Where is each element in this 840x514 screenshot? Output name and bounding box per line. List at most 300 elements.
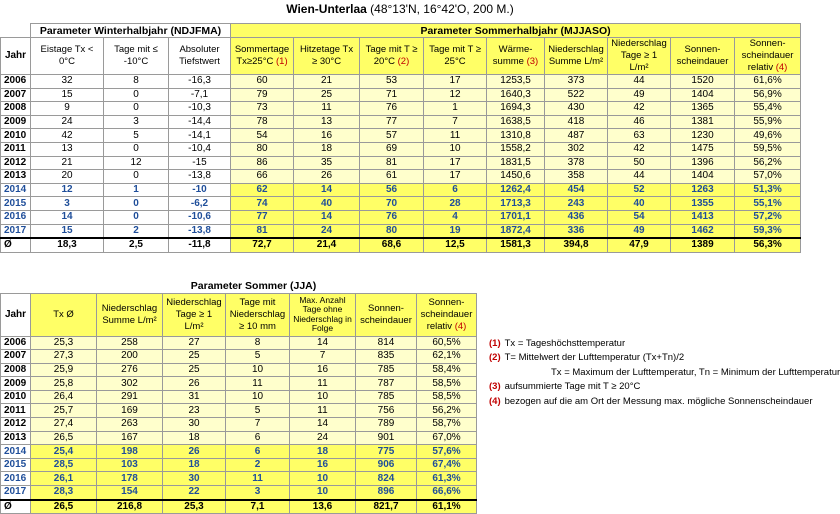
- year-cell: 2016: [1, 472, 31, 486]
- year-cell: 2014: [1, 445, 31, 459]
- value-cell: 1694,3: [487, 102, 545, 116]
- value-cell: 79: [231, 88, 294, 102]
- table-row: [1, 197, 801, 211]
- value-cell: 7: [226, 418, 290, 432]
- value-cell: 18: [163, 458, 226, 472]
- value-cell: 243: [545, 197, 608, 211]
- value-cell: 487: [545, 129, 608, 143]
- value-cell: 78: [231, 115, 294, 129]
- value-cell: 16: [290, 363, 356, 377]
- value-cell: 0: [104, 170, 169, 184]
- value-cell: 16: [294, 129, 360, 143]
- table-row: [1, 210, 801, 224]
- value-cell: 18: [163, 431, 226, 445]
- summer-section-title: Parameter Sommerhalbjahr (MJJASO): [231, 24, 801, 38]
- value-cell: 42: [608, 142, 671, 156]
- table-row: [1, 377, 477, 391]
- value-cell: 1365: [671, 102, 735, 116]
- average-cell: 61,1%: [417, 500, 477, 514]
- value-cell: 26,4: [31, 390, 97, 404]
- value-cell: 13: [31, 142, 104, 156]
- year-cell: 2008: [1, 363, 31, 377]
- sommer-table: [0, 279, 477, 514]
- value-cell: 8: [104, 75, 169, 89]
- footnotes: [489, 337, 840, 409]
- value-cell: 785: [356, 390, 417, 404]
- average-cell: 18,3: [31, 238, 104, 252]
- value-cell: 31: [163, 390, 226, 404]
- value-cell: 378: [545, 156, 608, 170]
- average-label: Ø: [1, 238, 31, 252]
- table-row: [1, 404, 477, 418]
- value-cell: 12: [104, 156, 169, 170]
- value-cell: 5: [104, 129, 169, 143]
- value-cell: 77: [360, 115, 424, 129]
- year-cell: 2011: [1, 142, 31, 156]
- average-cell: 2,5: [104, 238, 169, 252]
- value-cell: 430: [545, 102, 608, 116]
- table-row: [1, 156, 801, 170]
- col2-tx: Tx Ø: [31, 293, 97, 336]
- title-main: Wien-Unterlaa: [286, 2, 367, 16]
- year-cell: 2007: [1, 350, 31, 364]
- value-cell: 70: [360, 197, 424, 211]
- value-cell: 1475: [671, 142, 735, 156]
- table-row: [1, 75, 801, 89]
- value-cell: 44: [608, 170, 671, 184]
- value-cell: 61: [360, 170, 424, 184]
- value-cell: 6: [226, 445, 290, 459]
- value-cell: 1310,8: [487, 129, 545, 143]
- sommer-title-row: [1, 279, 477, 293]
- value-cell: 1558,2: [487, 142, 545, 156]
- footnote-text: Tx = Maximum der Lufttemperatur, Tn = Minimum der Lufttemperatur: [551, 366, 840, 378]
- value-cell: 35: [294, 156, 360, 170]
- value-cell: 258: [97, 336, 163, 350]
- value-cell: 1: [424, 102, 487, 116]
- col2-max-ohne: Max. Anzahl Tage ohne Niederschlag in Folge: [290, 293, 356, 336]
- table-row: [1, 350, 477, 364]
- value-cell: 62,1%: [417, 350, 477, 364]
- footnote-mark: (4): [489, 395, 501, 407]
- value-cell: 418: [545, 115, 608, 129]
- table-row: [1, 102, 801, 116]
- value-cell: 1263: [671, 183, 735, 197]
- table-row: [1, 336, 477, 350]
- year-cell: 2006: [1, 336, 31, 350]
- value-cell: 25,7: [31, 404, 97, 418]
- value-cell: 55,1%: [735, 197, 801, 211]
- value-cell: 1640,3: [487, 88, 545, 102]
- value-cell: 27,3: [31, 350, 97, 364]
- value-cell: 336: [545, 224, 608, 238]
- average-cell: 1581,3: [487, 238, 545, 252]
- col-tage-min10: Tage mit ≤ -10°C: [104, 38, 169, 75]
- value-cell: 60,5%: [417, 336, 477, 350]
- value-cell: 81: [231, 224, 294, 238]
- value-cell: 814: [356, 336, 417, 350]
- value-cell: 1355: [671, 197, 735, 211]
- sommer-average-row: [1, 500, 477, 514]
- value-cell: 12: [31, 183, 104, 197]
- average-cell: 25,3: [163, 500, 226, 514]
- average-cell: 68,6: [360, 238, 424, 252]
- value-cell: 25: [163, 350, 226, 364]
- value-cell: 1872,4: [487, 224, 545, 238]
- footnote-mark: (1): [489, 338, 501, 349]
- value-cell: 61,3%: [417, 472, 477, 486]
- value-cell: -14,4: [169, 115, 231, 129]
- value-cell: 46: [608, 115, 671, 129]
- footnote-mark: (2): [489, 352, 501, 364]
- value-cell: -13,8: [169, 224, 231, 238]
- value-cell: 76: [360, 210, 424, 224]
- value-cell: 436: [545, 210, 608, 224]
- average-cell: 7,1: [226, 500, 290, 514]
- value-cell: 50: [608, 156, 671, 170]
- value-cell: 302: [545, 142, 608, 156]
- value-cell: 62: [231, 183, 294, 197]
- table-row: [1, 363, 477, 377]
- value-cell: 1: [104, 183, 169, 197]
- col-jahr: Jahr: [1, 38, 31, 75]
- value-cell: 20: [31, 170, 104, 184]
- value-cell: 16: [290, 458, 356, 472]
- value-cell: 71: [360, 88, 424, 102]
- value-cell: 57,2%: [735, 210, 801, 224]
- value-cell: 19: [424, 224, 487, 238]
- value-cell: 81: [360, 156, 424, 170]
- table-row: [1, 418, 477, 432]
- value-cell: 76: [360, 102, 424, 116]
- value-cell: 103: [97, 458, 163, 472]
- value-cell: 5: [226, 350, 290, 364]
- value-cell: 11: [290, 377, 356, 391]
- value-cell: 51,3%: [735, 183, 801, 197]
- value-cell: 25: [294, 88, 360, 102]
- table-row: [1, 445, 477, 459]
- value-cell: 42: [31, 129, 104, 143]
- value-cell: 18: [290, 445, 356, 459]
- value-cell: -10,3: [169, 102, 231, 116]
- value-cell: 358: [545, 170, 608, 184]
- year-cell: 2006: [1, 75, 31, 89]
- value-cell: 49: [608, 224, 671, 238]
- average-cell: 216,8: [97, 500, 163, 514]
- average-cell: 72,7: [231, 238, 294, 252]
- year-cell: 2007: [1, 88, 31, 102]
- table-row: [1, 224, 801, 238]
- value-cell: 57,0%: [735, 170, 801, 184]
- table-row: [1, 390, 477, 404]
- value-cell: 23: [163, 404, 226, 418]
- col2-jahr: Jahr: [1, 293, 31, 336]
- value-cell: 0: [104, 197, 169, 211]
- footnote-text: bezogen auf die am Ort der Messung max. mögliche Sonnenscheindauer: [504, 395, 813, 407]
- value-cell: 14: [294, 183, 360, 197]
- value-cell: -10,6: [169, 210, 231, 224]
- value-cell: 26,1: [31, 472, 97, 486]
- value-cell: 27,4: [31, 418, 97, 432]
- value-cell: 59,5%: [735, 142, 801, 156]
- value-cell: 756: [356, 404, 417, 418]
- value-cell: 26: [294, 170, 360, 184]
- col-hitzetage: Hitzetage Tx ≥ 30°C: [294, 38, 360, 75]
- value-cell: 14: [290, 336, 356, 350]
- value-cell: 3: [31, 197, 104, 211]
- table-row: [1, 486, 477, 500]
- value-cell: 3: [104, 115, 169, 129]
- col2-sonne: Sonnen-scheindauer: [356, 293, 417, 336]
- footnote-text: aufsummierte Tage mit T ≥ 20°C: [504, 381, 641, 393]
- footnote-text: T= Mittelwert der Lufttemperatur (Tx+Tn)/2: [504, 352, 685, 364]
- value-cell: 7: [290, 350, 356, 364]
- value-cell: 55,9%: [735, 115, 801, 129]
- value-cell: 1262,4: [487, 183, 545, 197]
- value-cell: -15: [169, 156, 231, 170]
- value-cell: 26,5: [31, 431, 97, 445]
- value-cell: 57,6%: [417, 445, 477, 459]
- value-cell: 63: [608, 129, 671, 143]
- table-row: [1, 458, 477, 472]
- value-cell: 24: [294, 224, 360, 238]
- value-cell: 59,3%: [735, 224, 801, 238]
- value-cell: 58,5%: [417, 377, 477, 391]
- value-cell: 785: [356, 363, 417, 377]
- value-cell: 55,4%: [735, 102, 801, 116]
- value-cell: 18: [294, 142, 360, 156]
- value-cell: 54: [231, 129, 294, 143]
- average-cell: 21,4: [294, 238, 360, 252]
- value-cell: 9: [31, 102, 104, 116]
- average-cell: 13,6: [290, 500, 356, 514]
- value-cell: 10: [290, 486, 356, 500]
- value-cell: 6: [226, 431, 290, 445]
- col-sonne: Sonnen-scheindauer: [671, 38, 735, 75]
- value-cell: 77: [231, 210, 294, 224]
- average-cell: -11,8: [169, 238, 231, 252]
- footnote-text: Tx = Tageshöchsttemperatur: [504, 338, 626, 349]
- value-cell: -7,1: [169, 88, 231, 102]
- page-title: [0, 2, 800, 16]
- value-cell: 25,4: [31, 445, 97, 459]
- winter-section-title: Parameter Winterhalbjahr (NDJFMA): [31, 24, 231, 38]
- value-cell: 0: [104, 210, 169, 224]
- value-cell: 0: [104, 88, 169, 102]
- value-cell: 454: [545, 183, 608, 197]
- value-cell: 25: [163, 363, 226, 377]
- value-cell: 0: [104, 142, 169, 156]
- value-cell: 28,3: [31, 486, 97, 500]
- value-cell: 21: [294, 75, 360, 89]
- year-cell: 2012: [1, 156, 31, 170]
- average-cell: 12,5: [424, 238, 487, 252]
- footnote: [489, 337, 840, 351]
- value-cell: 40: [608, 197, 671, 211]
- value-cell: 69: [360, 142, 424, 156]
- sommer-header-row: [1, 293, 477, 336]
- value-cell: 10: [290, 390, 356, 404]
- col-nied-tage: Niederschlag Tage ≥ 1 L/m²: [608, 38, 671, 75]
- year-cell: 2016: [1, 210, 31, 224]
- year-cell: 2015: [1, 458, 31, 472]
- value-cell: 200: [97, 350, 163, 364]
- col-waerme: Wärme-summe (3): [487, 38, 545, 75]
- title-sub: (48°13'N, 16°42'O, 200 M.): [370, 2, 514, 16]
- col-sommertage: Sommertage Tx≥25°C (1): [231, 38, 294, 75]
- value-cell: 14: [294, 210, 360, 224]
- footnote: [489, 380, 840, 394]
- value-cell: 56,9%: [735, 88, 801, 102]
- value-cell: 49,6%: [735, 129, 801, 143]
- value-cell: 14: [290, 418, 356, 432]
- footnote: [489, 395, 840, 409]
- value-cell: 1638,5: [487, 115, 545, 129]
- value-cell: 42: [608, 102, 671, 116]
- value-cell: 1701,1: [487, 210, 545, 224]
- value-cell: 67,4%: [417, 458, 477, 472]
- value-cell: -13,8: [169, 170, 231, 184]
- value-cell: 27: [163, 336, 226, 350]
- value-cell: 291: [97, 390, 163, 404]
- header-row: [1, 38, 801, 75]
- value-cell: 24: [290, 431, 356, 445]
- value-cell: 2: [226, 458, 290, 472]
- year-cell: 2017: [1, 486, 31, 500]
- value-cell: 66,6%: [417, 486, 477, 500]
- value-cell: 25,9: [31, 363, 97, 377]
- value-cell: 276: [97, 363, 163, 377]
- value-cell: 7: [424, 115, 487, 129]
- value-cell: 21: [31, 156, 104, 170]
- value-cell: 67,0%: [417, 431, 477, 445]
- halbjahr-table: [0, 23, 801, 253]
- value-cell: 896: [356, 486, 417, 500]
- value-cell: 198: [97, 445, 163, 459]
- value-cell: 6: [424, 183, 487, 197]
- value-cell: 1396: [671, 156, 735, 170]
- sommer-section-title: Parameter Sommer (JJA): [190, 279, 317, 292]
- value-cell: 15: [31, 224, 104, 238]
- value-cell: 32: [31, 75, 104, 89]
- average-cell: 821,7: [356, 500, 417, 514]
- year-cell: 2010: [1, 390, 31, 404]
- value-cell: 10: [226, 363, 290, 377]
- value-cell: 25,8: [31, 377, 97, 391]
- year-cell: 2012: [1, 418, 31, 432]
- value-cell: 28: [424, 197, 487, 211]
- value-cell: 3: [226, 486, 290, 500]
- value-cell: 40: [294, 197, 360, 211]
- value-cell: 15: [31, 88, 104, 102]
- value-cell: 61,6%: [735, 75, 801, 89]
- average-cell: 56,3%: [735, 238, 801, 252]
- value-cell: -10,4: [169, 142, 231, 156]
- value-cell: 4: [424, 210, 487, 224]
- year-cell: 2015: [1, 197, 31, 211]
- col-tage-t20: Tage mit T ≥ 20°C (2): [360, 38, 424, 75]
- value-cell: 22: [163, 486, 226, 500]
- col2-sonne-rel: Sonnen-scheindauer relativ (4): [417, 293, 477, 336]
- value-cell: 906: [356, 458, 417, 472]
- table-row: [1, 170, 801, 184]
- value-cell: 1520: [671, 75, 735, 89]
- value-cell: 74: [231, 197, 294, 211]
- col-tage-t25: Tage mit T ≥ 25°C: [424, 38, 487, 75]
- value-cell: 11: [226, 377, 290, 391]
- value-cell: 789: [356, 418, 417, 432]
- footnote-mark: (3): [489, 381, 501, 393]
- value-cell: 14: [31, 210, 104, 224]
- value-cell: 25,3: [31, 336, 97, 350]
- year-cell: 2009: [1, 115, 31, 129]
- value-cell: 2: [104, 224, 169, 238]
- year-cell: 2010: [1, 129, 31, 143]
- col2-tage-10mm: Tage mit Niederschlag ≥ 10 mm: [226, 293, 290, 336]
- value-cell: 263: [97, 418, 163, 432]
- value-cell: 30: [163, 472, 226, 486]
- value-cell: 53: [360, 75, 424, 89]
- value-cell: 80: [231, 142, 294, 156]
- value-cell: 8: [226, 336, 290, 350]
- value-cell: 11: [294, 102, 360, 116]
- col-eistage: Eistage Tx < 0°C: [31, 38, 104, 75]
- value-cell: 10: [424, 142, 487, 156]
- value-cell: 1413: [671, 210, 735, 224]
- value-cell: 10: [290, 472, 356, 486]
- year-cell: 2013: [1, 431, 31, 445]
- value-cell: 13: [294, 115, 360, 129]
- value-cell: 26: [163, 445, 226, 459]
- value-cell: 1381: [671, 115, 735, 129]
- value-cell: 11: [290, 404, 356, 418]
- value-cell: 1462: [671, 224, 735, 238]
- value-cell: 56,2%: [417, 404, 477, 418]
- value-cell: 0: [104, 102, 169, 116]
- value-cell: 11: [226, 472, 290, 486]
- value-cell: 167: [97, 431, 163, 445]
- value-cell: 1253,5: [487, 75, 545, 89]
- value-cell: 58,7%: [417, 418, 477, 432]
- average-cell: 394,8: [545, 238, 608, 252]
- value-cell: 30: [163, 418, 226, 432]
- value-cell: 56,2%: [735, 156, 801, 170]
- table-row: [1, 115, 801, 129]
- year-cell: 2011: [1, 404, 31, 418]
- value-cell: 56: [360, 183, 424, 197]
- value-cell: 58,4%: [417, 363, 477, 377]
- value-cell: 17: [424, 170, 487, 184]
- col2-nied-summe: Niederschlag Summe L/m²: [97, 293, 163, 336]
- value-cell: 17: [424, 75, 487, 89]
- year-cell: 2013: [1, 170, 31, 184]
- table-row: [1, 142, 801, 156]
- value-cell: 26: [163, 377, 226, 391]
- value-cell: 302: [97, 377, 163, 391]
- value-cell: 5: [226, 404, 290, 418]
- year-cell: 2014: [1, 183, 31, 197]
- value-cell: 49: [608, 88, 671, 102]
- value-cell: 169: [97, 404, 163, 418]
- value-cell: 12: [424, 88, 487, 102]
- value-cell: 835: [356, 350, 417, 364]
- value-cell: 522: [545, 88, 608, 102]
- value-cell: 1404: [671, 88, 735, 102]
- section-title-row: [1, 24, 801, 38]
- col-niederschlag: Niederschlag Summe L/m²: [545, 38, 608, 75]
- value-cell: 73: [231, 102, 294, 116]
- value-cell: 901: [356, 431, 417, 445]
